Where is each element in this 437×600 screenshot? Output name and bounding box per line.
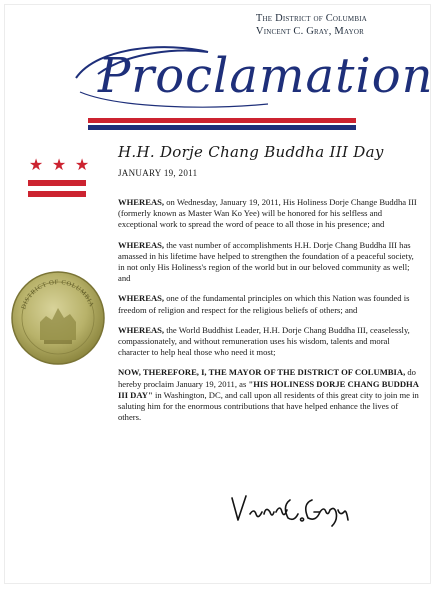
whereas-paragraph-2 xyxy=(118,240,420,285)
closing-honoree: "HIS HOLINESS DORJE CHANG BUDDHA III DAY" xyxy=(118,378,419,400)
star-icon: ★ xyxy=(74,157,90,174)
proclamation-body xyxy=(118,197,420,432)
district-seal xyxy=(10,270,106,366)
letterhead-line-1: The District of Columbia xyxy=(255,13,367,24)
proclamation-subtitle: H.H. Dorje Chang Buddha III Day xyxy=(118,143,384,161)
paragraph-text: the vast number of accomplishments H.H. Dorje Chang Buddha III has amassed in his lifetime have helped to strengthen the foundation of a peaceful society, in not only His Holiness's region of the world but in our beloved community as well; and xyxy=(118,239,414,284)
letterhead-line-2: Vincent C. Gray, Mayor xyxy=(255,26,364,37)
closing-text-2: in Washington, DC, and call upon all residents of this great city to join me in saluting him for the enormous contributions that have helped enhance the lives of others. xyxy=(118,389,419,423)
dc-flag-bar-top xyxy=(28,180,86,186)
star-icon: ★ xyxy=(28,157,44,174)
whereas-paragraph-4 xyxy=(118,325,420,359)
paragraph-lead: WHEREAS, xyxy=(118,293,165,304)
paragraph-lead: WHEREAS, xyxy=(118,324,165,335)
blue-rule xyxy=(88,125,356,130)
dc-flag-bar-bottom xyxy=(28,191,86,197)
mayor-signature xyxy=(228,488,368,528)
dc-flag-stars xyxy=(28,158,90,174)
title-text: Proclamation xyxy=(98,48,434,104)
proclamation-title xyxy=(58,38,434,118)
paragraph-text: on Wednesday, January 19, 2011, His Holiness Dorje Change Buddha III (formerly known as Master Wan Ko Yee) will be honored for his selfless and exceptional work to spread the word of peace to all those in his presence; and xyxy=(118,197,417,230)
letterhead xyxy=(256,12,367,38)
seal-text: DISTRICT OF COLUMBIA xyxy=(20,278,96,311)
proclamation-date: JANUARY 19, 2011 xyxy=(118,168,198,178)
paragraph-lead: WHEREAS, xyxy=(118,197,165,207)
paragraph-text: one of the fundamental principles on which this Nation was founded is freedom of religion and respect for the religious beliefs of others; and xyxy=(118,293,410,315)
closing-text-1: do hereby proclaim January 19, 2011, as xyxy=(118,367,416,389)
whereas-paragraph-1 xyxy=(118,197,420,231)
paragraph-text: the World Buddhist Leader, H.H. Dorje Chang Buddha III, ceaselessly, compassionately, and without remuneration uses his wisdom, talents and moral character to help heal those who need it most; xyxy=(118,324,410,358)
closing-lead: NOW, THEREFORE, I, THE MAYOR OF THE DISTRICT OF COLUMBIA, xyxy=(118,367,406,378)
star-icon: ★ xyxy=(51,157,67,174)
paragraph-lead: WHEREAS, xyxy=(118,239,165,250)
whereas-paragraph-3 xyxy=(118,293,420,315)
now-therefore-paragraph xyxy=(118,367,420,423)
